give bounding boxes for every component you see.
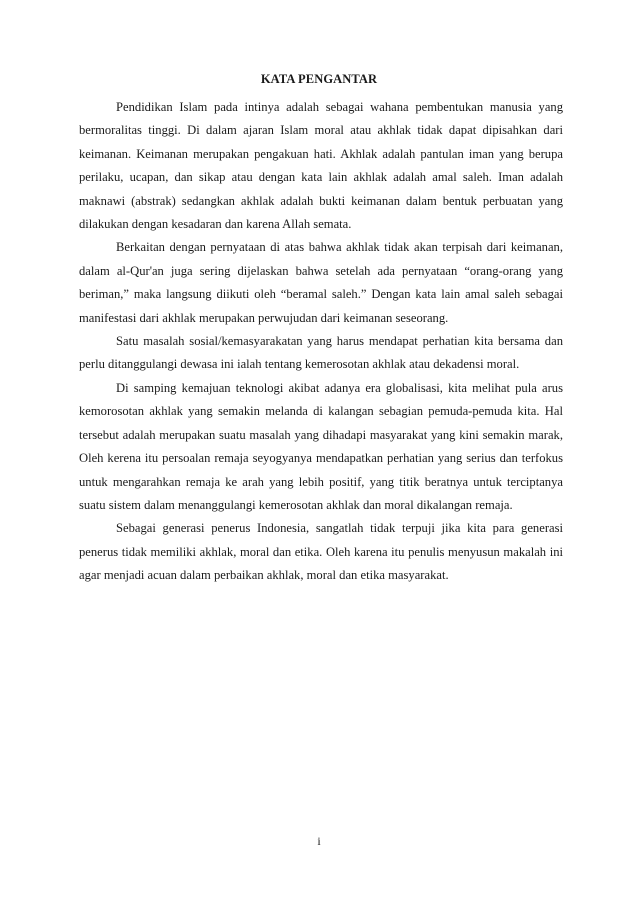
paragraph: Sebagai generasi penerus Indonesia, sangatlah tidak terpuji jika kita para generasi penerus tidak memiliki akhlak, moral dan etika. Oleh karena itu penulis menyusun makalah ini agar menjadi acuan dalam perbaikan akhlak, moral dan etika masyarakat. xyxy=(79,521,563,583)
paragraph: Pendidikan Islam pada intinya adalah sebagai wahana pembentukan manusia yang bermoralitas tinggi. Di dalam ajaran Islam moral atau akhlak tidak dapat dipisahkan dari keimanan. Keimanan merupakan pengakuan hati. Akhlak adalah pantulan iman yang berupa perilaku, ucapan, dan sikap atau dengan kata lain akhlak adalah amal saleh. Iman adalah maknawi (abstrak) sedangkan akhlak adalah bukti keimanan dalam bentuk perbuatan yang dilakukan dengan kesadaran dan karena Allah semata. xyxy=(79,100,563,232)
page-title: KATA PENGANTAR xyxy=(260,72,378,86)
body-text xyxy=(79,96,563,588)
paragraph: Satu masalah sosial/kemasyarakatan yang harus mendapat perhatian kita bersama dan perlu ditanggulangi dewasa ini ialah tentang kemerosotan akhlak atau dekadensi moral. xyxy=(79,334,563,372)
page-number: i xyxy=(317,834,321,848)
paragraph: Berkaitan dengan pernyataan di atas bahwa akhlak tidak akan terpisah dari keimanan, dalam al-Qur'an juga sering dijelaskan bahwa setelah ada pernyataan “orang-orang yang beriman,” maka langsung diikuti oleh “beramal saleh.” Dengan kata lain amal saleh sebagai manifestasi dari akhlak merupakan perwujudan dari keimanan seseorang. xyxy=(79,240,563,325)
paragraph: Di samping kemajuan teknologi akibat adanya era globalisasi, kita melihat pula arus kemorosotan akhlak yang semakin melanda di kalangan sebagian pemuda-pemuda kita. Hal tersebut adalah merupakan suatu masalah yang dihadapi masyarakat yang kini semakin marak, Oleh kerena itu persoalan remaja seyogyanya mendapatkan perhatian yang serius dan terfokus untuk mengarahkan remaja ke arah yang lebih positif, yang titik beratnya untuk terciptanya suatu sistem dalam menanggulangi kemerosotan akhlak dan moral dikalangan remaja. xyxy=(79,380,563,512)
